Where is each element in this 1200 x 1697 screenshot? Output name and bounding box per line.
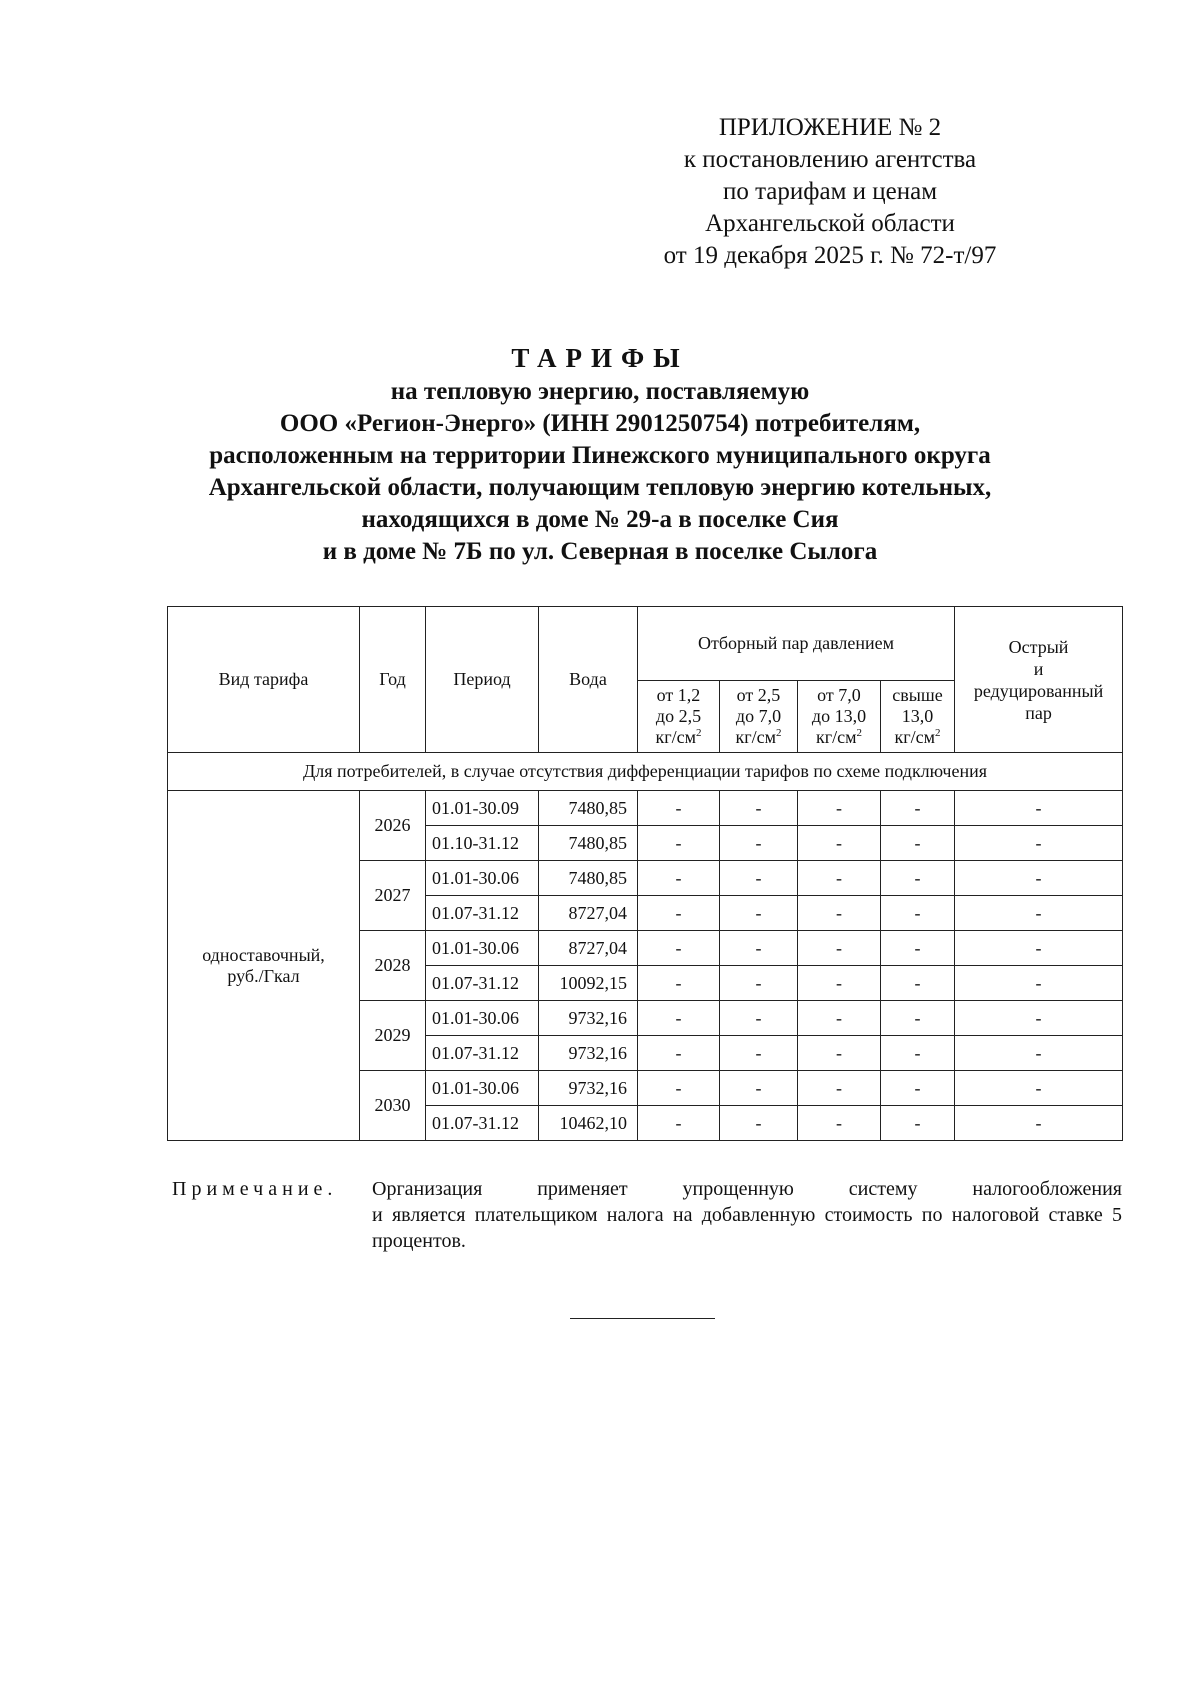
steam-4-cell: -	[881, 1001, 955, 1036]
steam-1-cell: -	[638, 1001, 720, 1036]
steam-4-cell: -	[881, 1036, 955, 1071]
steam-1-cell: -	[638, 1106, 720, 1141]
water-cell: 7480,85	[539, 791, 638, 826]
note-first-line: Организация применяет упрощенную систему налогообложения	[372, 1178, 1122, 1200]
steam-2-cell: -	[720, 1036, 798, 1071]
header-steam-2	[720, 681, 798, 753]
steam-1-cell: -	[638, 896, 720, 931]
appendix-block	[640, 112, 1020, 272]
steam-2-cell: -	[720, 1106, 798, 1141]
title-line: находящихся в доме № 29-а в поселке Сия	[361, 506, 839, 533]
header-steam-1	[638, 681, 720, 753]
steam-1-cell: -	[638, 1071, 720, 1106]
header-unit: $кг/см^2$	[735, 727, 782, 747]
steam-1-cell: -	[638, 826, 720, 861]
header-sharp-line: редуцированный	[973, 680, 1104, 701]
year-cell: 2028	[360, 931, 426, 1001]
water-cell: 8727,04	[539, 896, 638, 931]
steam-4-cell: -	[881, 1106, 955, 1141]
steam-1-cell: -	[638, 861, 720, 896]
header-line: от 2,5	[736, 685, 781, 705]
header-tariff-type: Вид тарифа	[168, 607, 360, 753]
sharp-steam-cell: -	[955, 791, 1123, 826]
header-line: от 7,0	[817, 685, 861, 705]
steam-3-cell: -	[798, 1106, 881, 1141]
title-line: Архангельской области, получающим тепловую энергию котельных,	[208, 474, 992, 501]
period-cell: 01.10-31.12	[426, 826, 539, 861]
header-year: Год	[360, 607, 426, 753]
sharp-steam-cell: -	[955, 1036, 1123, 1071]
header-period: Период	[426, 607, 539, 753]
steam-3-cell: -	[798, 1071, 881, 1106]
steam-4-cell: -	[881, 826, 955, 861]
steam-2-cell: -	[720, 966, 798, 1001]
appendix-line: по тарифам и ценам	[722, 178, 938, 205]
period-cell: 01.07-31.12	[426, 1106, 539, 1141]
period-cell: 01.07-31.12	[426, 1036, 539, 1071]
header-line: 13,0	[901, 706, 934, 726]
title-line: расположенным на территории Пинежского муниципального округа	[209, 442, 991, 469]
steam-3-cell: -	[798, 1036, 881, 1071]
header-water: Вода	[539, 607, 638, 753]
tariff-type-line: одноставочный,	[202, 944, 325, 965]
title-line: и в доме № 7Б по ул. Северная в поселке Сылога	[322, 538, 878, 565]
sharp-steam-cell: -	[955, 1106, 1123, 1141]
sharp-steam-cell: -	[955, 896, 1123, 931]
header-unit: $кг/см^2$	[894, 727, 941, 747]
steam-1-cell: -	[638, 966, 720, 1001]
steam-2-cell: -	[720, 931, 798, 966]
appendix-line: к постановлению агентства	[683, 146, 977, 173]
section-title: Для потребителей, в случае отсутствия дифференциации тарифов по схеме подключения	[168, 753, 1123, 791]
steam-2-cell: -	[720, 1071, 798, 1106]
end-divider	[570, 1318, 715, 1319]
note-rest: и является плательщиком налога на добавленную стоимость по налоговой ставке 5 процентов.	[372, 1204, 1122, 1252]
sharp-steam-cell: -	[955, 1001, 1123, 1036]
steam-3-cell: -	[798, 861, 881, 896]
steam-1-cell: -	[638, 931, 720, 966]
appendix-line: от 19 декабря 2025 г. № 72-т/97	[663, 242, 997, 269]
header-sharp-steam	[955, 607, 1123, 753]
header-line: от 1,2	[656, 685, 701, 705]
period-cell: 01.01-30.06	[426, 861, 539, 896]
note-text	[372, 1176, 1122, 1254]
table-row	[168, 791, 1123, 826]
steam-4-cell: -	[881, 896, 955, 931]
tariff-type-line: руб./Гкал	[227, 965, 300, 986]
steam-1-cell: -	[638, 791, 720, 826]
header-sharp-line: пар	[1025, 702, 1052, 723]
period-cell: 01.07-31.12	[426, 896, 539, 931]
header-steam-group: Отборный пар давлением	[638, 607, 955, 681]
header-steam-4	[881, 681, 955, 753]
header-steam-3	[798, 681, 881, 753]
steam-2-cell: -	[720, 861, 798, 896]
water-cell: 9732,16	[539, 1001, 638, 1036]
title-main: ТАРИФЫ	[511, 343, 689, 373]
header-line: до 13,0	[811, 706, 867, 726]
year-cell: 2027	[360, 861, 426, 931]
steam-4-cell: -	[881, 1071, 955, 1106]
steam-3-cell: -	[798, 966, 881, 1001]
title-line: на тепловую энергию, поставляемую	[390, 378, 810, 405]
period-cell: 01.01-30.06	[426, 1071, 539, 1106]
steam-4-cell: -	[881, 861, 955, 896]
title-line: ООО «Регион-Энерго» (ИНН 2901250754) потребителям,	[279, 410, 921, 437]
period-cell: 01.07-31.12	[426, 966, 539, 1001]
water-cell: 10462,10	[539, 1106, 638, 1141]
note-label: Примечание.	[172, 1178, 338, 1200]
steam-4-cell: -	[881, 931, 955, 966]
appendix-line: ПРИЛОЖЕНИЕ № 2	[718, 114, 942, 141]
steam-2-cell: -	[720, 791, 798, 826]
period-cell: 01.01-30.06	[426, 1001, 539, 1036]
year-cell: 2030	[360, 1071, 426, 1141]
sharp-steam-cell: -	[955, 861, 1123, 896]
document-title	[150, 340, 1050, 568]
sharp-steam-cell: -	[955, 931, 1123, 966]
steam-3-cell: -	[798, 1001, 881, 1036]
steam-2-cell: -	[720, 1001, 798, 1036]
header-line: свыше	[892, 685, 943, 705]
water-cell: 7480,85	[539, 826, 638, 861]
header-line: до 7,0	[735, 706, 782, 726]
steam-3-cell: -	[798, 791, 881, 826]
period-cell: 01.01-30.09	[426, 791, 539, 826]
period-cell: 01.01-30.06	[426, 931, 539, 966]
steam-1-cell: -	[638, 1036, 720, 1071]
steam-3-cell: -	[798, 896, 881, 931]
sharp-steam-cell: -	[955, 1071, 1123, 1106]
water-cell: 10092,15	[539, 966, 638, 1001]
appendix-line: Архангельской области	[705, 210, 955, 237]
year-cell: 2029	[360, 1001, 426, 1071]
header-line: до 2,5	[655, 706, 702, 726]
steam-4-cell: -	[881, 791, 955, 826]
tariff-type-cell	[168, 791, 360, 1141]
steam-3-cell: -	[798, 931, 881, 966]
water-cell: 8727,04	[539, 931, 638, 966]
header-unit: $кг/см^2$	[815, 727, 862, 747]
tariffs-table	[167, 606, 1123, 1141]
header-unit: $кг/см^2$	[655, 727, 702, 747]
steam-2-cell: -	[720, 896, 798, 931]
header-sharp-line: и	[1033, 658, 1044, 679]
sharp-steam-cell: -	[955, 826, 1123, 861]
header-sharp-line: Острый	[1008, 636, 1069, 657]
water-cell: 9732,16	[539, 1071, 638, 1106]
water-cell: 9732,16	[539, 1036, 638, 1071]
steam-3-cell: -	[798, 826, 881, 861]
year-cell: 2026	[360, 791, 426, 861]
steam-4-cell: -	[881, 966, 955, 1001]
steam-2-cell: -	[720, 826, 798, 861]
water-cell: 7480,85	[539, 861, 638, 896]
sharp-steam-cell: -	[955, 966, 1123, 1001]
